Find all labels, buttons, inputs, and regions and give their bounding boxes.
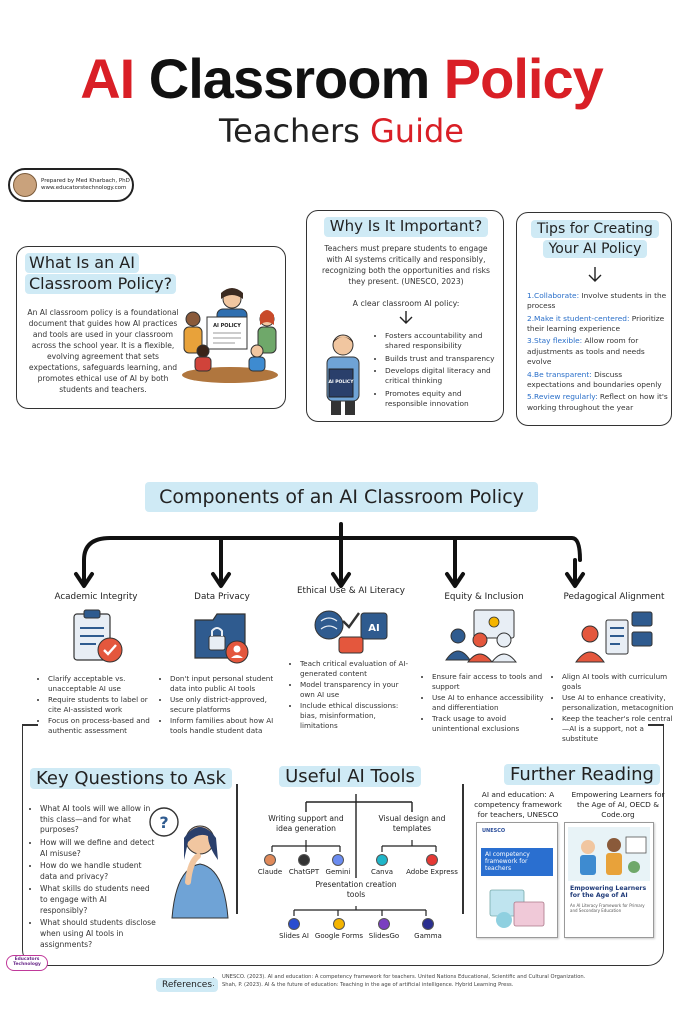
why-quote: Teachers must prepare students to engage with AI systems critically and responsibly, recognizing both the opportunities and risks they present. (UNESCO, 2023) (321, 244, 491, 286)
reference-item: • UNESCO. (2023). AI and education: A competency framework for teachers. United Nations Educational, Scientific and Cultural Organization. (222, 974, 674, 982)
tip-key: 4.Be transparent: (527, 369, 592, 379)
book-cover-unesco[interactable] (476, 822, 558, 938)
tool-label: Claude (257, 868, 283, 876)
classroom-illustration (177, 285, 283, 385)
tip-item (527, 392, 669, 413)
tip-key: 3.Stay flexible: (527, 336, 583, 346)
why-item: • Promotes equity and responsible innovation (385, 389, 501, 410)
page-subtitle (0, 112, 683, 150)
tool-adobe-express[interactable] (404, 854, 460, 876)
reading-title: Further Reading (504, 764, 660, 785)
student-4-head (251, 345, 263, 357)
tips-arrow-icon (585, 267, 605, 283)
what-is-title-1: What Is an AI (25, 253, 139, 273)
tip-key: 5.Review regularly: (527, 392, 598, 402)
component-bullet: • Require students to label or cite AI-assisted work (48, 695, 154, 715)
questions-list (28, 804, 156, 952)
man-head (333, 335, 353, 355)
people-idea-icon (444, 608, 524, 664)
components-title: Components of an AI Classroom Policy (145, 482, 538, 512)
component-ethical-use (290, 586, 412, 732)
claude-icon (264, 854, 276, 866)
component-bullet: • Use AI to enhance creativity, personalization, metacognition (562, 693, 676, 713)
gamma-icon (422, 918, 434, 930)
component-bullet: • Teach critical evaluation of AI-generated content (300, 659, 412, 679)
tool-group-visual: Visual design and templates (378, 814, 446, 833)
author-name: Prepared by Med Kharbach, PhD (41, 177, 130, 184)
man-leg-left (331, 401, 341, 415)
component-title: Ethical Use & AI Literacy (296, 586, 406, 596)
svg-text:AI: AI (368, 622, 380, 634)
book-cover-oecd[interactable] (564, 822, 654, 938)
thinking-woman-illustration (148, 802, 232, 920)
tool-label: Canva (370, 868, 394, 876)
book-1-caption: AI and education: A competency framework for teachers, UNESCO (474, 790, 562, 819)
component-bullet: • Keep the teacher's role central—AI is a support, not a substitute (562, 714, 676, 744)
reference-item: • Shah, P. (2023). AI & the future of education: Teaching in the age of artificial intelligence. Hybrid Learning Press. (222, 982, 674, 990)
what-is-card (16, 246, 286, 409)
component-equity-inclusion (422, 592, 546, 735)
component-bullet: • Use only district-approved, secure platforms (170, 695, 284, 715)
down-arrow-icon (396, 311, 416, 325)
tool-label: Adobe Express (406, 868, 458, 876)
unesco-cover-art (482, 882, 552, 936)
tool-label: Slides AI (279, 932, 309, 940)
adobe-express-icon (426, 854, 438, 866)
why-lead: A clear classroom AI policy: (352, 299, 460, 308)
component-pedagogical-alignment (552, 592, 676, 745)
teacher-board-icon (574, 608, 654, 664)
why-title: Why Is It Important? (324, 217, 488, 237)
what-is-body: An AI classroom policy is a foundational document that guides how AI practices and tools are used in your classroom across the school year. It is a flexible, evolving agreement that sets expectations, safeguards learning, and promotes ethical use of AI by both students and teachers. (27, 308, 179, 394)
tool-slidesgo[interactable] (362, 918, 406, 940)
tool-label: Gamma (414, 932, 442, 940)
tool-label: Gemini (325, 868, 351, 876)
tip-text: Reflect on how it's working throughout the year (527, 392, 668, 412)
question-mark-icon: ? (159, 813, 169, 832)
tip-text: Involve students in the process (527, 291, 667, 311)
components-title-wrap (0, 482, 683, 512)
slides-ai-icon (288, 918, 300, 930)
question-item: • How do we handle student data and privacy? (40, 861, 156, 882)
components-branch-arrows (0, 520, 683, 592)
tools-title: Useful AI Tools (279, 766, 421, 787)
tip-text: Prioritize their learning experience (527, 313, 665, 334)
brain-ai-icon (311, 599, 391, 655)
page-title (0, 46, 683, 111)
tip-text: Allow room for adjustments as tools and needs evolve (527, 336, 645, 367)
book-2-caption: Empowering Learners for the Age of AI, OECD & Code.org (571, 790, 665, 819)
question-item: • How will we define and detect AI misuse? (40, 838, 156, 859)
component-data-privacy (160, 592, 284, 737)
component-academic-integrity (38, 592, 154, 737)
divider-right (462, 784, 464, 914)
policy-folder-label: AI POLICY (328, 380, 354, 385)
what-is-title-2: Classroom Policy? (25, 274, 176, 294)
component-bullet: • Include ethical discussions: bias, misinformation, limitations (300, 701, 412, 731)
tips-title-1: Tips for Creating (531, 220, 659, 238)
clipboard-check-icon (66, 608, 126, 666)
component-title: Academic Integrity (54, 592, 138, 602)
tool-label: Google Forms (314, 932, 364, 940)
oecd-cover-title: Empowering Learners for the Age of AI (570, 885, 647, 900)
oecd-cover-subtitle: An AI Literacy Framework for Primary and Secondary Education (570, 902, 645, 913)
component-bullet: • Use AI to enhance accessibility and differentiation (432, 693, 546, 713)
component-title: Data Privacy (194, 592, 250, 602)
educators-technology-logo: Educators Technology (6, 955, 48, 971)
frame-top-right (648, 724, 664, 726)
component-bullet: • Ensure fair access to tools and support (432, 672, 546, 692)
tips-card (516, 212, 672, 426)
why-item: • Develops digital literacy and critical thinking (385, 366, 501, 387)
tool-chatgpt[interactable] (286, 854, 322, 876)
tool-label: ChatGPT (288, 868, 320, 876)
subtitle-teachers: Teachers (219, 112, 360, 150)
why-item: • Builds trust and transparency (385, 354, 501, 364)
gemini-icon (332, 854, 344, 866)
tool-group-writing: Writing support and idea generation (268, 814, 344, 833)
google-forms-icon (333, 918, 345, 930)
tool-label: SlidesGo (368, 932, 400, 940)
questions-title-wrap (30, 768, 232, 789)
tool-group-presentation: Presentation creation tools (315, 880, 397, 899)
student-3-body (195, 357, 211, 371)
why-item: • Fosters accountability and shared responsibility (385, 331, 501, 352)
component-bullets (290, 659, 412, 731)
tool-google-forms[interactable] (314, 918, 364, 940)
reading-title-wrap (504, 764, 660, 785)
woman-body (172, 864, 228, 918)
title-policy: Policy (443, 47, 603, 110)
author-avatar (13, 173, 37, 197)
why-list (373, 331, 501, 412)
question-item: • What AI tools will we allow in this class—and for what purposes? (40, 804, 156, 836)
component-bullet: • Don't input personal student data into public AI tools (170, 674, 284, 694)
references-list (214, 974, 674, 990)
student-4-body (249, 357, 265, 371)
tip-item (527, 314, 669, 335)
question-item: • What should students disclose when using AI tools in assignments? (40, 918, 156, 950)
tool-gamma[interactable] (406, 918, 450, 940)
frame-top-left (22, 724, 38, 726)
student-1-head (186, 312, 200, 326)
unesco-cover-title: AI competency framework for teachers (481, 848, 553, 876)
tool-slides-ai[interactable] (272, 918, 316, 940)
tip-key: 1.Collaborate: (527, 291, 580, 300)
teacher-holding-policy-illustration (315, 333, 373, 417)
folder-lock-icon (191, 608, 253, 666)
component-bullet: • Focus on process-based and authentic assessment (48, 716, 154, 736)
tip-item (527, 291, 669, 312)
tip-item (527, 370, 669, 391)
tools-title-wrap (246, 766, 454, 787)
tip-text: Discuss expectations and boundaries openly (527, 369, 662, 389)
student-3-head (197, 345, 209, 357)
author-site: www.educatorstechnology.com (41, 185, 127, 191)
chatgpt-icon (298, 854, 310, 866)
references-label: References (156, 978, 218, 992)
divider-left (236, 784, 238, 914)
component-title: Equity & Inclusion (444, 592, 524, 602)
oecd-cover-art (568, 827, 650, 881)
unesco-brand: UNESCO (482, 828, 506, 834)
policy-sheet-label: AI POLICY (213, 323, 241, 329)
why-card (306, 210, 504, 422)
tip-key: 2.Make it student-centered: (527, 313, 630, 323)
man-leg-right (345, 401, 355, 415)
tips-list (527, 291, 669, 415)
slidesgo-icon (378, 918, 390, 930)
tips-title-2: Your AI Policy (543, 240, 648, 258)
component-bullet: • Model transparency in your own AI use (300, 680, 412, 700)
questions-title: Key Questions to Ask (30, 768, 232, 789)
component-bullet: • Clarify acceptable vs. unacceptable AI use (48, 674, 154, 694)
tool-canva[interactable] (364, 854, 400, 876)
subtitle-guide: Guide (370, 112, 464, 150)
tool-gemini[interactable] (320, 854, 356, 876)
title-ai: AI (80, 47, 135, 110)
canva-icon (376, 854, 388, 866)
references-label-wrap (156, 972, 218, 992)
author-badge (8, 168, 134, 202)
component-bullet: • Inform families about how AI tools handle student data (170, 716, 284, 736)
title-classroom: Classroom (148, 47, 430, 110)
question-item: • What skills do students need to engage with AI responsibly? (40, 884, 156, 916)
component-title: Pedagogical Alignment (563, 592, 665, 602)
tip-item (527, 336, 669, 367)
tool-claude[interactable] (252, 854, 288, 876)
component-bullet: • Track usage to avoid unintentional exclusions (432, 714, 546, 734)
component-bullet: • Align AI tools with curriculum goals (562, 672, 676, 692)
